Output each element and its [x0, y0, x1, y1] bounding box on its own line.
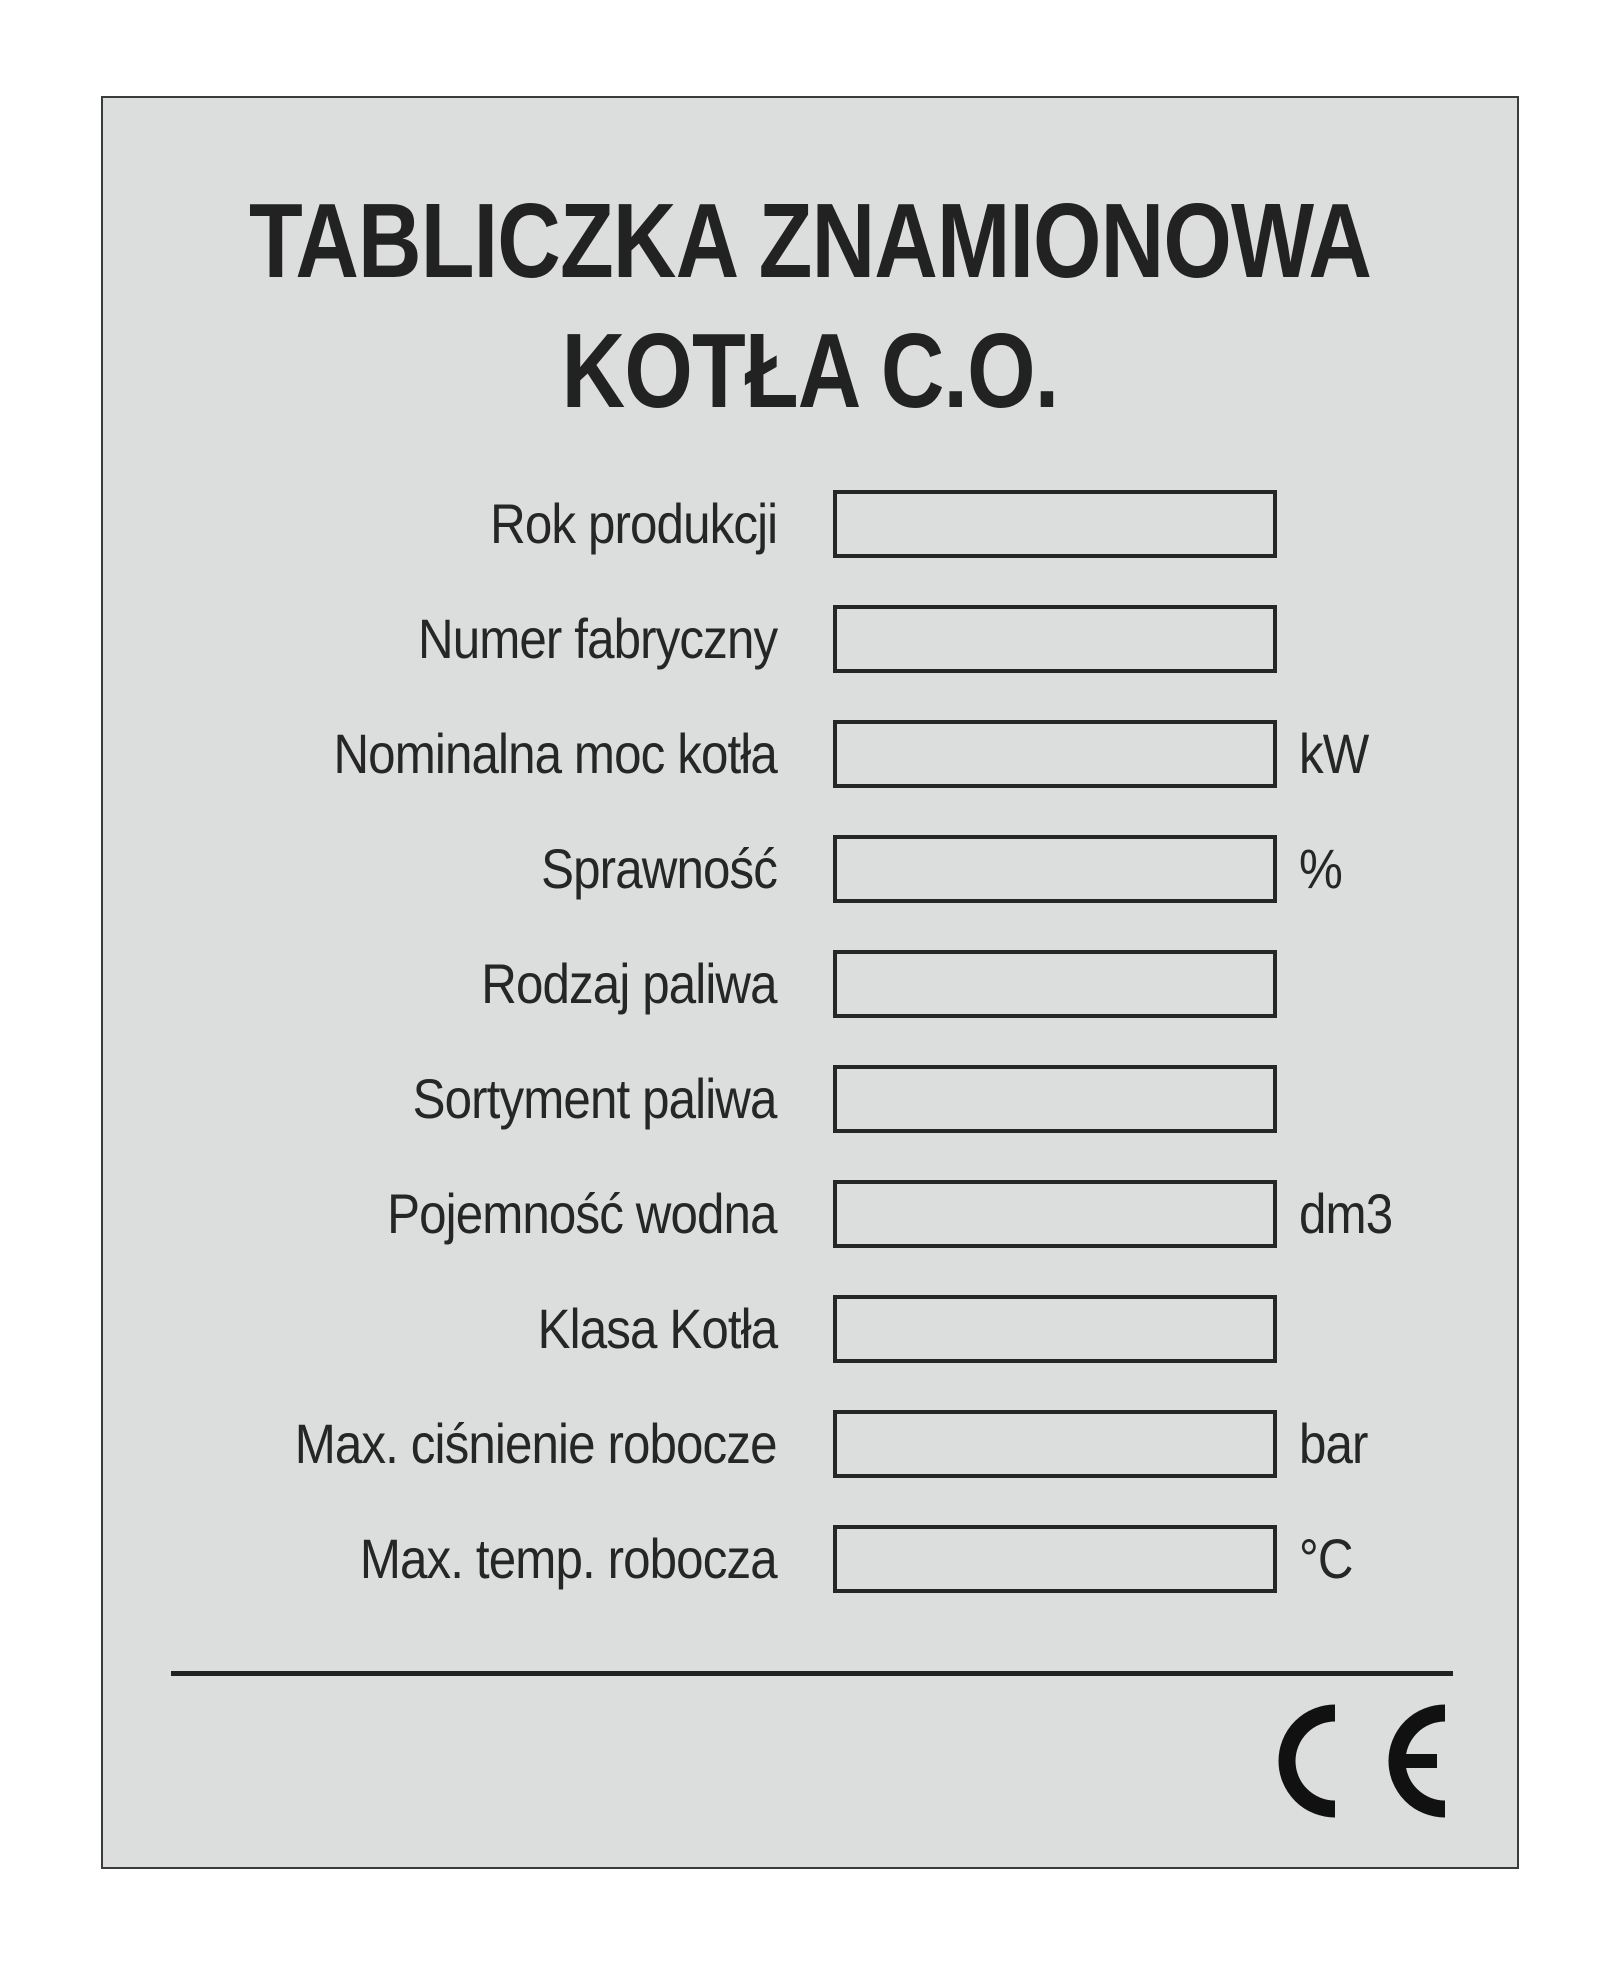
field-row-efficiency — [103, 835, 1517, 903]
field-label: Rok produkcji — [489, 492, 777, 555]
max-pressure-field[interactable] — [833, 1410, 1277, 1478]
nameplate — [101, 96, 1519, 1869]
field-unit: °C — [1299, 1527, 1353, 1590]
field-unit: dm3 — [1299, 1182, 1393, 1245]
field-row-max-temperature — [103, 1525, 1517, 1593]
field-row-nominal-power — [103, 720, 1517, 788]
field-unit: kW — [1299, 722, 1369, 785]
serial-number-field[interactable] — [833, 605, 1277, 673]
field-label: Sortyment paliwa — [413, 1067, 777, 1130]
field-label: Nominalna moc kotła — [333, 722, 777, 785]
ce-mark-icon — [1273, 1696, 1453, 1826]
max-temperature-field[interactable] — [833, 1525, 1277, 1593]
field-label: Pojemność wodna — [387, 1182, 777, 1245]
field-label: Klasa Kotła — [537, 1297, 777, 1360]
fuel-type-field[interactable] — [833, 950, 1277, 1018]
field-row-water-capacity — [103, 1180, 1517, 1248]
fuel-grade-field[interactable] — [833, 1065, 1277, 1133]
field-label: Numer fabryczny — [417, 607, 777, 670]
field-label: Max. ciśnienie robocze — [295, 1412, 777, 1475]
field-row-production-year — [103, 490, 1517, 558]
nominal-power-field[interactable] — [833, 720, 1277, 788]
water-capacity-field[interactable] — [833, 1180, 1277, 1248]
field-label: Max. temp. robocza — [360, 1527, 777, 1590]
efficiency-field[interactable] — [833, 835, 1277, 903]
field-row-serial-number — [103, 605, 1517, 673]
field-row-max-pressure — [103, 1410, 1517, 1478]
field-row-boiler-class — [103, 1295, 1517, 1363]
field-label: Rodzaj paliwa — [481, 952, 777, 1015]
divider-line — [171, 1671, 1453, 1676]
field-row-fuel-type — [103, 950, 1517, 1018]
field-row-fuel-grade — [103, 1065, 1517, 1133]
boiler-class-field[interactable] — [833, 1295, 1277, 1363]
field-unit: bar — [1299, 1412, 1368, 1475]
title-line-2: KOTŁA C.O. — [561, 312, 1059, 430]
production-year-field[interactable] — [833, 490, 1277, 558]
title-line-1: TABLICZKA ZNAMIONOWA — [248, 182, 1372, 300]
field-unit: % — [1299, 837, 1342, 900]
field-label: Sprawność — [541, 837, 777, 900]
